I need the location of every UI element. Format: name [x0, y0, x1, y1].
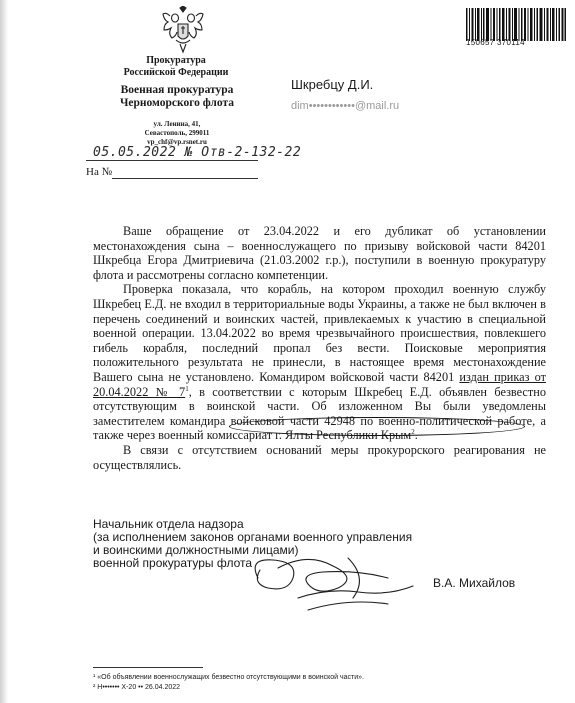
scan-edge-shadow	[0, 0, 8, 703]
addressee-email: dim••••••••••••@mail.ru	[291, 100, 400, 112]
footnote-2: ² Н••••••• Х-20 •• 26.04.2022	[93, 684, 181, 691]
hand-drawn-highlight-oval	[229, 417, 525, 436]
reply-to-label: На №	[86, 166, 113, 178]
signatory-name: В.А. Михайлов	[433, 576, 516, 590]
org-address	[112, 120, 242, 147]
body-text-span: .	[414, 428, 418, 443]
address-email: vp_chf@vp.rsnet.ru	[147, 138, 207, 146]
org-name-military-prosecutor	[92, 84, 262, 110]
address-line: ул. Ленина, 41,	[153, 120, 201, 128]
org-line: Военная прокуратура	[120, 84, 234, 96]
signatory-line: (за исполнением законов органами военного управления	[93, 530, 413, 544]
footnote-divider	[93, 667, 203, 668]
org-line: Черноморского флота	[119, 97, 235, 109]
body-text-span: , в соответствии с которым Шкребец Е.Д. объявлен безвестно отсутствующим в воинской части. Об изложенном Вы были уведомлены заместителем командира войсковой части 42948 по военно-политической работе, а также через военный комиссариат г. Ялты Республики Крым	[93, 384, 546, 443]
signatory-line: Начальник отдела надзора	[93, 517, 244, 531]
address-line: Севастополь, 299011	[144, 129, 210, 137]
org-name-prosecutor-rf	[106, 55, 246, 79]
addressee-name: Шкребцу Д.И.	[291, 77, 374, 92]
reply-to-line	[112, 178, 258, 179]
footnote-1: ¹ «Об объявлении военнослужащих безвестно отсутствующими в воинской части».	[93, 674, 365, 681]
order-reference: издан приказ от 20.04.2022 № 7	[93, 369, 546, 399]
registration-date-number: 05.05.2022 № Отв-2-132-22	[93, 145, 302, 160]
org-line: Прокуратура	[146, 55, 206, 66]
barcode-icon	[466, 8, 566, 41]
org-line: Российской Федерации	[123, 67, 229, 78]
footnote-ref-1: 1	[185, 384, 189, 393]
registration-line	[86, 160, 258, 161]
handwritten-signature	[238, 548, 428, 618]
body-text-span: Проверка показала, что корабль, на котором проходил военную службу Шкребец Е.Д. не входил в территориальные воды Украины, а также не был включен в перечень соединений и воинских частей, привлекаемых к участию в специальной военной операции. 13.04.2022 во время чрезвычайного происшествия, повлекшего гибель корабля, последний пропал без вести. Поисковые мероприятия положительного результата не принесли, в настоящее время местонахождение Вашего сына не установлено. Командиром войсковой части 84201	[93, 282, 546, 384]
body-paragraph-3: В связи с отсутствием оснований меры прокурорского реагирования не осуществлялись.	[93, 442, 546, 472]
signatory-line: и воинскими должностными лицами)	[93, 543, 299, 557]
coat-of-arms-icon	[160, 6, 206, 54]
body-paragraph-1: Ваше обращение от 23.04.2022 и его дубликат об установлении местонахождения сына – военнослужащего по призыву войсковой части 84201 Шкребца Егора Дмитриевича (21.03.2002 г.р.), поступили в военную прокуратуру флота и рассмотрены согласно компетенции.	[93, 224, 546, 282]
barcode-number: 150657 370114	[466, 38, 525, 47]
signatory-line: военной прокуратуры флота	[93, 556, 253, 570]
footnote-ref-2: 2	[411, 428, 415, 437]
